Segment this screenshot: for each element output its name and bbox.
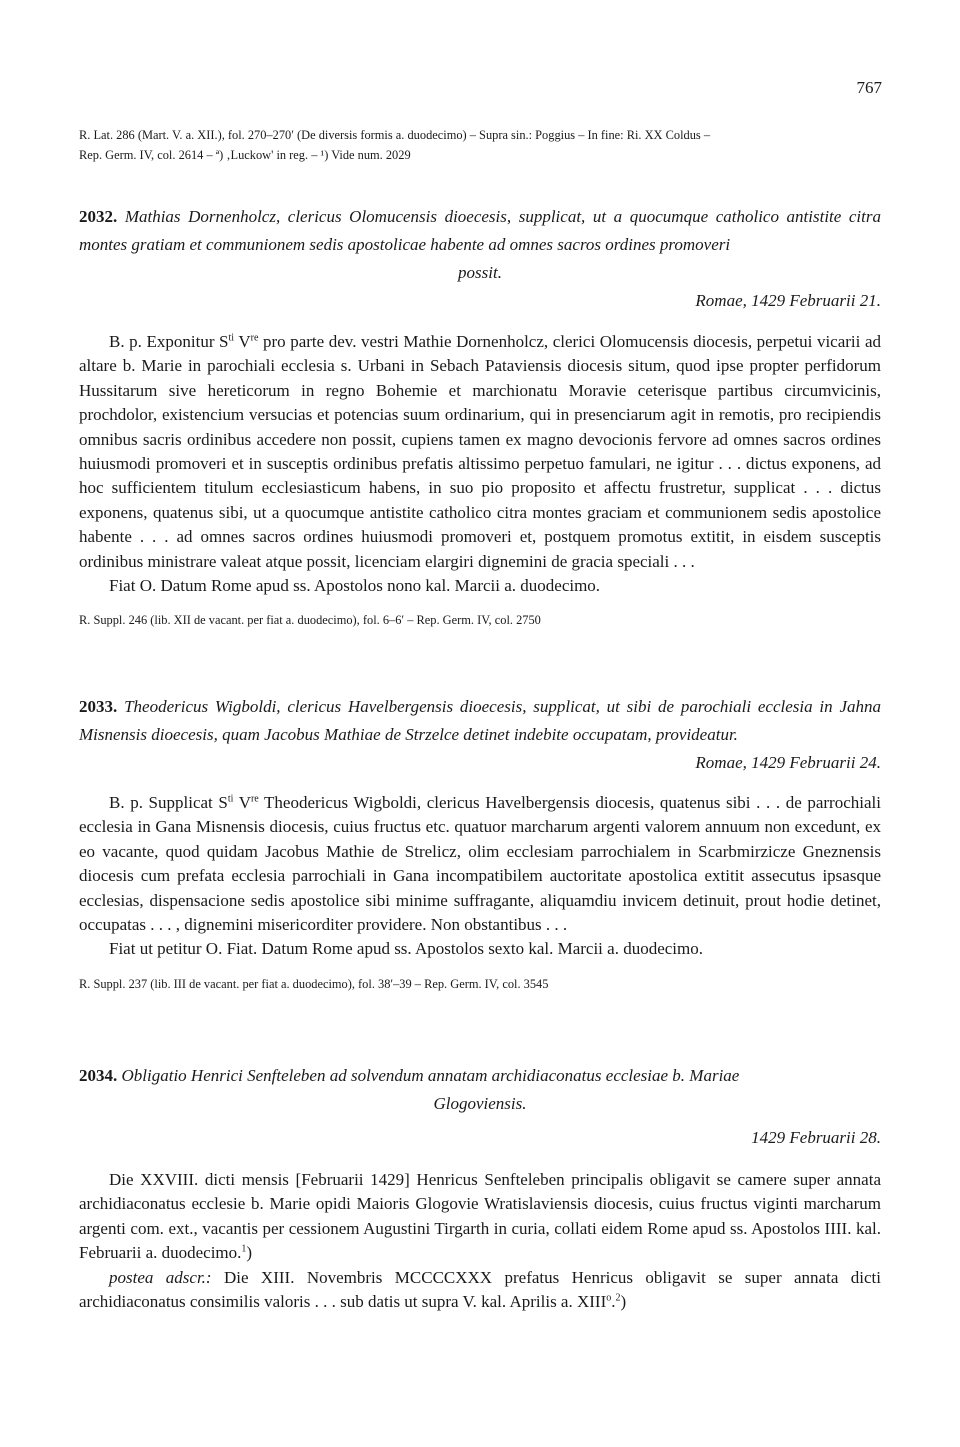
entry-2034	[79, 1062, 881, 1314]
entry-2034-footnote-2: 2	[615, 1292, 621, 1304]
entry-2032-fiat: Fiat O. Datum Rome apud ss. Apostolos nono kal. Marcii a. duodecimo.	[109, 576, 601, 596]
page-number: 767	[856, 78, 882, 97]
entry-2033-paragraph	[79, 791, 881, 937]
entry-2032-date: Romae, 1429 Februarii 21.	[695, 291, 881, 310]
entry-2034-footnote-1: 1	[241, 1243, 247, 1255]
entry-2034-paragraph-1	[79, 1168, 881, 1266]
entry-2032-title-end: possit.	[458, 263, 502, 282]
entry-2033-source: R. Suppl. 237 (lib. III de vacant. per fiat a. duodecimo), fol. 38′–39 – Rep. Germ. IV, col. 3545	[79, 976, 549, 991]
entry-2034-date: 1429 Februarii 28.	[751, 1128, 881, 1147]
entry-2034-paragraph-2	[79, 1266, 881, 1315]
entry-2032-body	[79, 330, 881, 598]
entry-2033-body-rest: Theodericus Wigboldi, clericus Havelbergensis diocesis, quatenus sibi . . . de parrochiali ecclesia in Gana Misnensis diocesis, cuius fructus etc. quatuor marcharum argenti valorem annuum non excedunt, ex eo vacante, quod quidam Jacobus Mathie de Strelicz, olim ecclesiam parrochialem in Scarbmirzicze Gneznensis diocesis cum prefata ecclesia parrochiali in Gana incompatibilem auctoritate apostolica extitit assecutus ipsasque ecclesias, dispensacione sedis apostolice sibi minime suffragante, aliquamdiu invicem detinuit, prout hodie detinet, occupatas . . . , dignemini misericorditer providere. Non obstantibus . . .	[79, 793, 881, 935]
entry-2034-title-end: Glogoviensis.	[433, 1094, 527, 1113]
entry-2033-body	[79, 791, 881, 962]
entry-2034-body-1: Die XXVIII. dicti mensis [Februarii 1429] Henricus Senfteleben principalis obligavit se camere super annata archidiaconatus ecclesie b. Marie opidi Maioris Glogovie Wratislaviensis diocesis, cuius fructus viginti marcharum argenti com. ext., vacantis per cessionem Augustini Tirgarth in curia, collati eidem Rome apud ss. Apostolos IIII. kal. Februarii a. duodecimo.	[79, 1170, 881, 1263]
entry-2032-sup-2: re	[250, 332, 259, 344]
top-note	[79, 125, 881, 165]
entry-2033-number: 2033.	[79, 697, 118, 716]
entry-2034-postea-label: postea adscr.:	[109, 1267, 212, 1287]
entry-2034-title: Obligatio Henrici Senfteleben ad solvendum annatam archidiaconatus ecclesiae b. Mariae	[121, 1066, 740, 1085]
entry-2032-sup-1: ti	[228, 332, 235, 344]
entry-2034-body	[79, 1168, 881, 1314]
entry-2032-body-rest: pro parte dev. vestri Mathie Dornenholcz, clerici Olomucensis diocesis, perpetui vicarii ad altare b. Marie in parochiali ecclesia s. Urbani in Sebach Pataviensis diocesis situm, quod ipse propter perfidorum Hussitarum sive hereticorum in regno Bohemie et marchionatu Moravie ceterisque partibus circumvicinis, prochdolor, existencium versucias et potencias suum ordinarium, qui in presenciarum agit in remotis, pro recipiendis omnibus sacris ordinibus accedere non possit, cupiens tamen ex magno devocionis fervore ad omnes sacros ordines huiusmodi promoveri et in susceptis ordinibus prefatis altissimo perpetuo famulari, ne igitur . . . dictus exponens, ad hoc sufficientem titulum ecclesiasticum habens, in suo pio proposito et affectu frustretur, supplicat . . . dictus exponens, quatenus sibi, ut a quocumque antistite catholico citra montes graciam et communionem sedis apostolice habente . . . ad omnes sacros ordines huiusmodi promoveri et, postquem promotus extitit, in eisdem susceptis ordinibus ministrare valeat atque possit, licenciam elargiri dignemini de gracia speciali . . .	[79, 332, 881, 571]
entry-2033-date: Romae, 1429 Februarii 24.	[695, 753, 881, 772]
entry-2033-sup-2: re	[250, 793, 259, 805]
entry-2034-body-2: Die XIII. Novembris MCCCCXXX prefatus Henricus obligavit se super annata dicti archidiaconatus consimilis valoris . . . sub datis ut supra V. kal. Aprilis a. XIII	[79, 1267, 881, 1312]
entry-2033-body-start: B. p. Supplicat S	[109, 793, 228, 812]
entry-2032-title: Mathias Dornenholcz, clericus Olomucensis dioecesis, supplicat, ut a quocumque catholico antistite citra montes gratiam et communionem sedis apostolicae habente ad omnes sacros ordines promoveri	[79, 207, 881, 254]
entry-2032-source: R. Suppl. 246 (lib. XII de vacant. per fiat a. duodecimo), fol. 6–6′ – Rep. Germ. IV, col. 2750	[79, 613, 541, 628]
entry-2032-body-start: B. p. Exponitur S	[109, 332, 229, 351]
entry-2034-paren-2: )	[620, 1292, 627, 1312]
entry-2032-number: 2032.	[79, 207, 118, 226]
entry-2034-heading	[79, 1062, 881, 1090]
top-note-line-2: Rep. Germ. IV, col. 2614 – ª) ‚Luckow' in reg. – ¹) Vide num. 2029	[79, 148, 411, 162]
entry-2032-body-mid: V	[234, 332, 251, 351]
entry-2034-dot: .	[611, 1292, 616, 1312]
top-note-line-1: R. Lat. 286 (Mart. V. a. XII.), fol. 270–270′ (De diversis formis a. duodecimo) – Supra sin.: Poggius – In fine: Ri. XX Coldus –	[79, 128, 711, 142]
entry-2034-number: 2034.	[79, 1066, 118, 1085]
entry-2033	[79, 693, 881, 994]
entry-2034-paren-1: )	[246, 1243, 253, 1263]
entry-2032-paragraph	[79, 330, 881, 574]
entry-2034-ordinal: o	[606, 1292, 612, 1304]
entry-2032	[79, 203, 881, 630]
entry-2033-sup-1: ti	[227, 793, 234, 805]
entry-2033-title: Theodericus Wigboldi, clericus Havelbergensis dioecesis, supplicat, ut sibi de parochiali ecclesia in Jahna Misnensis dioecesis, quam Jacobus Mathiae de Strzelce detinet indebite occupatam, provideatur.	[79, 697, 882, 744]
entry-2033-body-mid: V	[233, 793, 251, 812]
entry-2032-heading	[79, 203, 881, 259]
entry-2033-fiat: Fiat ut petitur O. Fiat. Datum Rome apud ss. Apostolos sexto kal. Marcii a. duodecimo.	[109, 939, 703, 959]
entry-2033-heading	[79, 693, 881, 749]
